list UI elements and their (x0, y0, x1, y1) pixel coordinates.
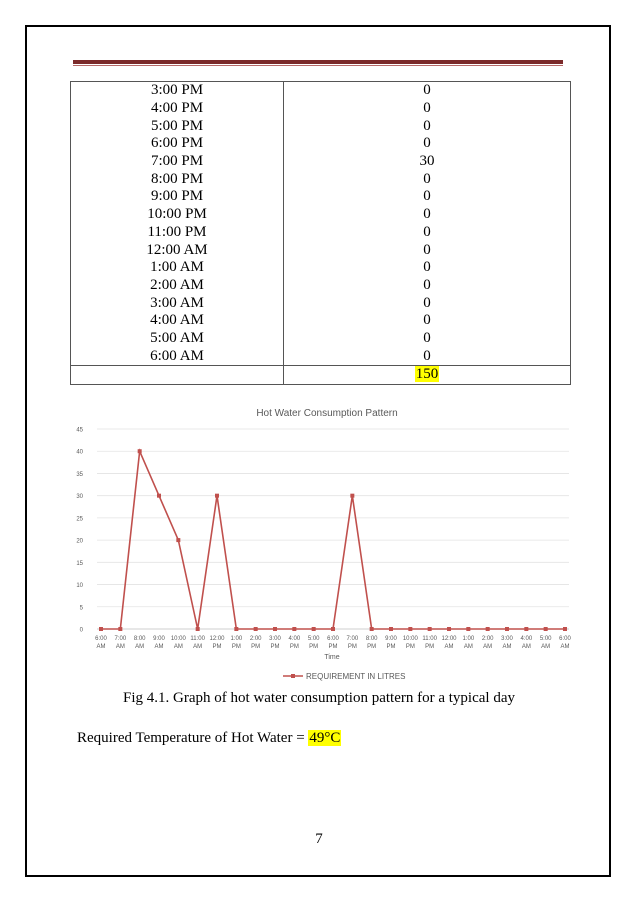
x-tick-label: AM (96, 644, 106, 650)
value-cell: 0 (284, 188, 571, 206)
value-cell: 0 (284, 135, 571, 153)
time-cell: 6:00 PM (71, 135, 284, 153)
value-cell: 0 (284, 82, 571, 100)
value-cell: 0 (284, 100, 571, 118)
time-cell: 11:00 PM (71, 224, 284, 242)
y-tick-label: 15 (76, 560, 83, 567)
x-tick-label: AM (541, 644, 551, 650)
x-tick-label: 10:00 (170, 636, 186, 642)
table-row (71, 100, 571, 118)
y-tick-label: 0 (79, 627, 83, 634)
data-point (118, 627, 122, 631)
value-cell: 30 (284, 153, 571, 171)
x-tick-label: 12:00 (441, 636, 457, 642)
legend-marker (291, 674, 295, 678)
data-point (273, 627, 277, 631)
x-tick-label: 9:00 (153, 636, 165, 642)
x-tick-label: AM (173, 644, 183, 650)
value-cell: 0 (284, 330, 571, 348)
time-cell: 8:00 PM (71, 170, 284, 188)
x-tick-label: PM (289, 644, 299, 650)
y-tick-label: 30 (76, 494, 83, 501)
figure-caption: Fig 4.1. Graph of hot water consumption pattern for a typical day (123, 690, 515, 706)
x-tick-label: 5:00 (307, 636, 320, 642)
data-point (486, 627, 490, 631)
value-cell: 0 (284, 224, 571, 242)
data-point (408, 627, 412, 631)
x-tick-label: PM (328, 644, 338, 650)
x-tick-label: AM (463, 644, 473, 650)
table-row (71, 117, 571, 135)
x-tick-label: AM (154, 644, 164, 650)
x-tick-label: 6:00 (327, 636, 339, 642)
data-point (99, 627, 103, 631)
table-row (71, 206, 571, 224)
header-rule-thin (73, 65, 563, 66)
consumption-chart (70, 400, 571, 690)
data-point (544, 627, 548, 631)
chart-title: Hot Water Consumption Pattern (256, 408, 398, 419)
table-row (71, 330, 571, 348)
value-cell: 0 (284, 312, 571, 330)
x-tick-label: PM (347, 644, 357, 650)
x-axis-label: Time (324, 654, 340, 661)
data-point (292, 627, 296, 631)
x-tick-label: 7:00 (346, 636, 359, 642)
x-tick-label: 4:00 (520, 636, 533, 642)
total-value: 150 (415, 366, 439, 383)
data-point (389, 627, 393, 631)
x-tick-label: 4:00 (288, 636, 301, 642)
data-point (370, 627, 374, 631)
table-row (71, 294, 571, 312)
data-point (254, 627, 258, 631)
y-tick-label: 20 (76, 538, 83, 545)
total-row (71, 366, 571, 385)
x-tick-label: PM (367, 644, 377, 650)
x-tick-label: 8:00 (365, 636, 378, 642)
x-tick-label: 12:00 (209, 636, 225, 642)
time-cell: 7:00 PM (71, 153, 284, 171)
x-tick-label: 7:00 (114, 636, 127, 642)
total-label-cell (71, 366, 284, 385)
temperature-value: 49°C (309, 730, 341, 746)
value-cell: 0 (284, 170, 571, 188)
x-tick-label: AM (115, 644, 125, 650)
table-row (71, 277, 571, 295)
legend-label: REQUIREMENT IN LITRES (306, 672, 406, 681)
value-cell: 0 (284, 241, 571, 259)
x-tick-label: 2:00 (249, 636, 262, 642)
data-point (350, 494, 354, 498)
x-tick-label: PM (231, 644, 241, 650)
value-cell: 0 (284, 206, 571, 224)
page-number: 7 (315, 831, 323, 847)
time-cell: 9:00 PM (71, 188, 284, 206)
data-point (215, 494, 219, 498)
x-tick-label: 6:00 (95, 636, 107, 642)
x-tick-label: 11:00 (422, 636, 437, 642)
table-row (71, 135, 571, 153)
data-point (524, 627, 528, 631)
x-tick-label: AM (502, 644, 512, 650)
time-cell: 5:00 AM (71, 330, 284, 348)
data-point (234, 627, 238, 631)
time-cell: 1:00 AM (71, 259, 284, 277)
x-tick-label: PM (405, 644, 415, 650)
x-tick-label: 10:00 (402, 636, 418, 642)
table-row (71, 188, 571, 206)
data-point (138, 449, 142, 453)
table-row (71, 347, 571, 365)
y-tick-label: 10 (76, 583, 83, 590)
x-tick-label: 2:00 (481, 636, 494, 642)
data-point (447, 627, 451, 631)
temperature-line (77, 730, 341, 747)
time-cell: 4:00 PM (71, 100, 284, 118)
time-cell: 2:00 AM (71, 277, 284, 295)
time-cell: 10:00 PM (71, 206, 284, 224)
x-tick-label: 1:00 (230, 636, 243, 642)
value-cell: 0 (284, 117, 571, 135)
x-tick-label: 3:00 (269, 636, 281, 642)
y-tick-label: 35 (76, 471, 83, 478)
x-tick-label: PM (270, 644, 280, 650)
x-tick-label: AM (560, 644, 570, 650)
time-cell: 6:00 AM (71, 347, 284, 365)
x-tick-label: AM (135, 644, 145, 650)
table-row (71, 170, 571, 188)
data-point (176, 538, 180, 542)
y-tick-label: 40 (76, 449, 83, 456)
table-row (71, 312, 571, 330)
time-cell: 4:00 AM (71, 312, 284, 330)
value-cell: 0 (284, 347, 571, 365)
data-point (428, 627, 432, 631)
data-point (466, 627, 470, 631)
time-cell: 5:00 PM (71, 117, 284, 135)
table-row (71, 241, 571, 259)
x-tick-label: 3:00 (501, 636, 513, 642)
total-value-cell (284, 366, 571, 385)
x-tick-label: PM (386, 644, 396, 650)
header-rule (73, 60, 563, 64)
x-tick-label: PM (425, 644, 435, 650)
time-cell: 12:00 AM (71, 241, 284, 259)
data-point (312, 627, 316, 631)
x-tick-label: AM (483, 644, 493, 650)
x-tick-label: 1:00 (462, 636, 475, 642)
table-row (71, 259, 571, 277)
consumption-table (70, 81, 571, 385)
x-tick-label: 11:00 (190, 636, 205, 642)
x-tick-label: 6:00 (559, 636, 571, 642)
x-tick-label: PM (309, 644, 319, 650)
data-point (505, 627, 509, 631)
value-cell: 0 (284, 294, 571, 312)
x-tick-label: AM (193, 644, 203, 650)
y-tick-label: 45 (76, 427, 83, 434)
y-tick-label: 25 (76, 516, 83, 523)
x-tick-label: AM (521, 644, 531, 650)
x-tick-label: 9:00 (385, 636, 397, 642)
x-tick-label: PM (212, 644, 222, 650)
data-point (157, 494, 161, 498)
x-tick-label: PM (251, 644, 261, 650)
data-point (196, 627, 200, 631)
temperature-label: Required Temperature of Hot Water = (77, 730, 309, 746)
table-row (71, 224, 571, 242)
value-cell: 0 (284, 259, 571, 277)
time-cell: 3:00 AM (71, 294, 284, 312)
table-row (71, 82, 571, 100)
x-tick-label: AM (444, 644, 454, 650)
y-tick-label: 5 (79, 605, 83, 612)
x-tick-label: 8:00 (133, 636, 146, 642)
time-cell: 3:00 PM (71, 82, 284, 100)
table-row (71, 153, 571, 171)
x-tick-label: 5:00 (539, 636, 552, 642)
data-point (331, 627, 335, 631)
value-cell: 0 (284, 277, 571, 295)
legend (283, 672, 405, 681)
data-point (563, 627, 567, 631)
